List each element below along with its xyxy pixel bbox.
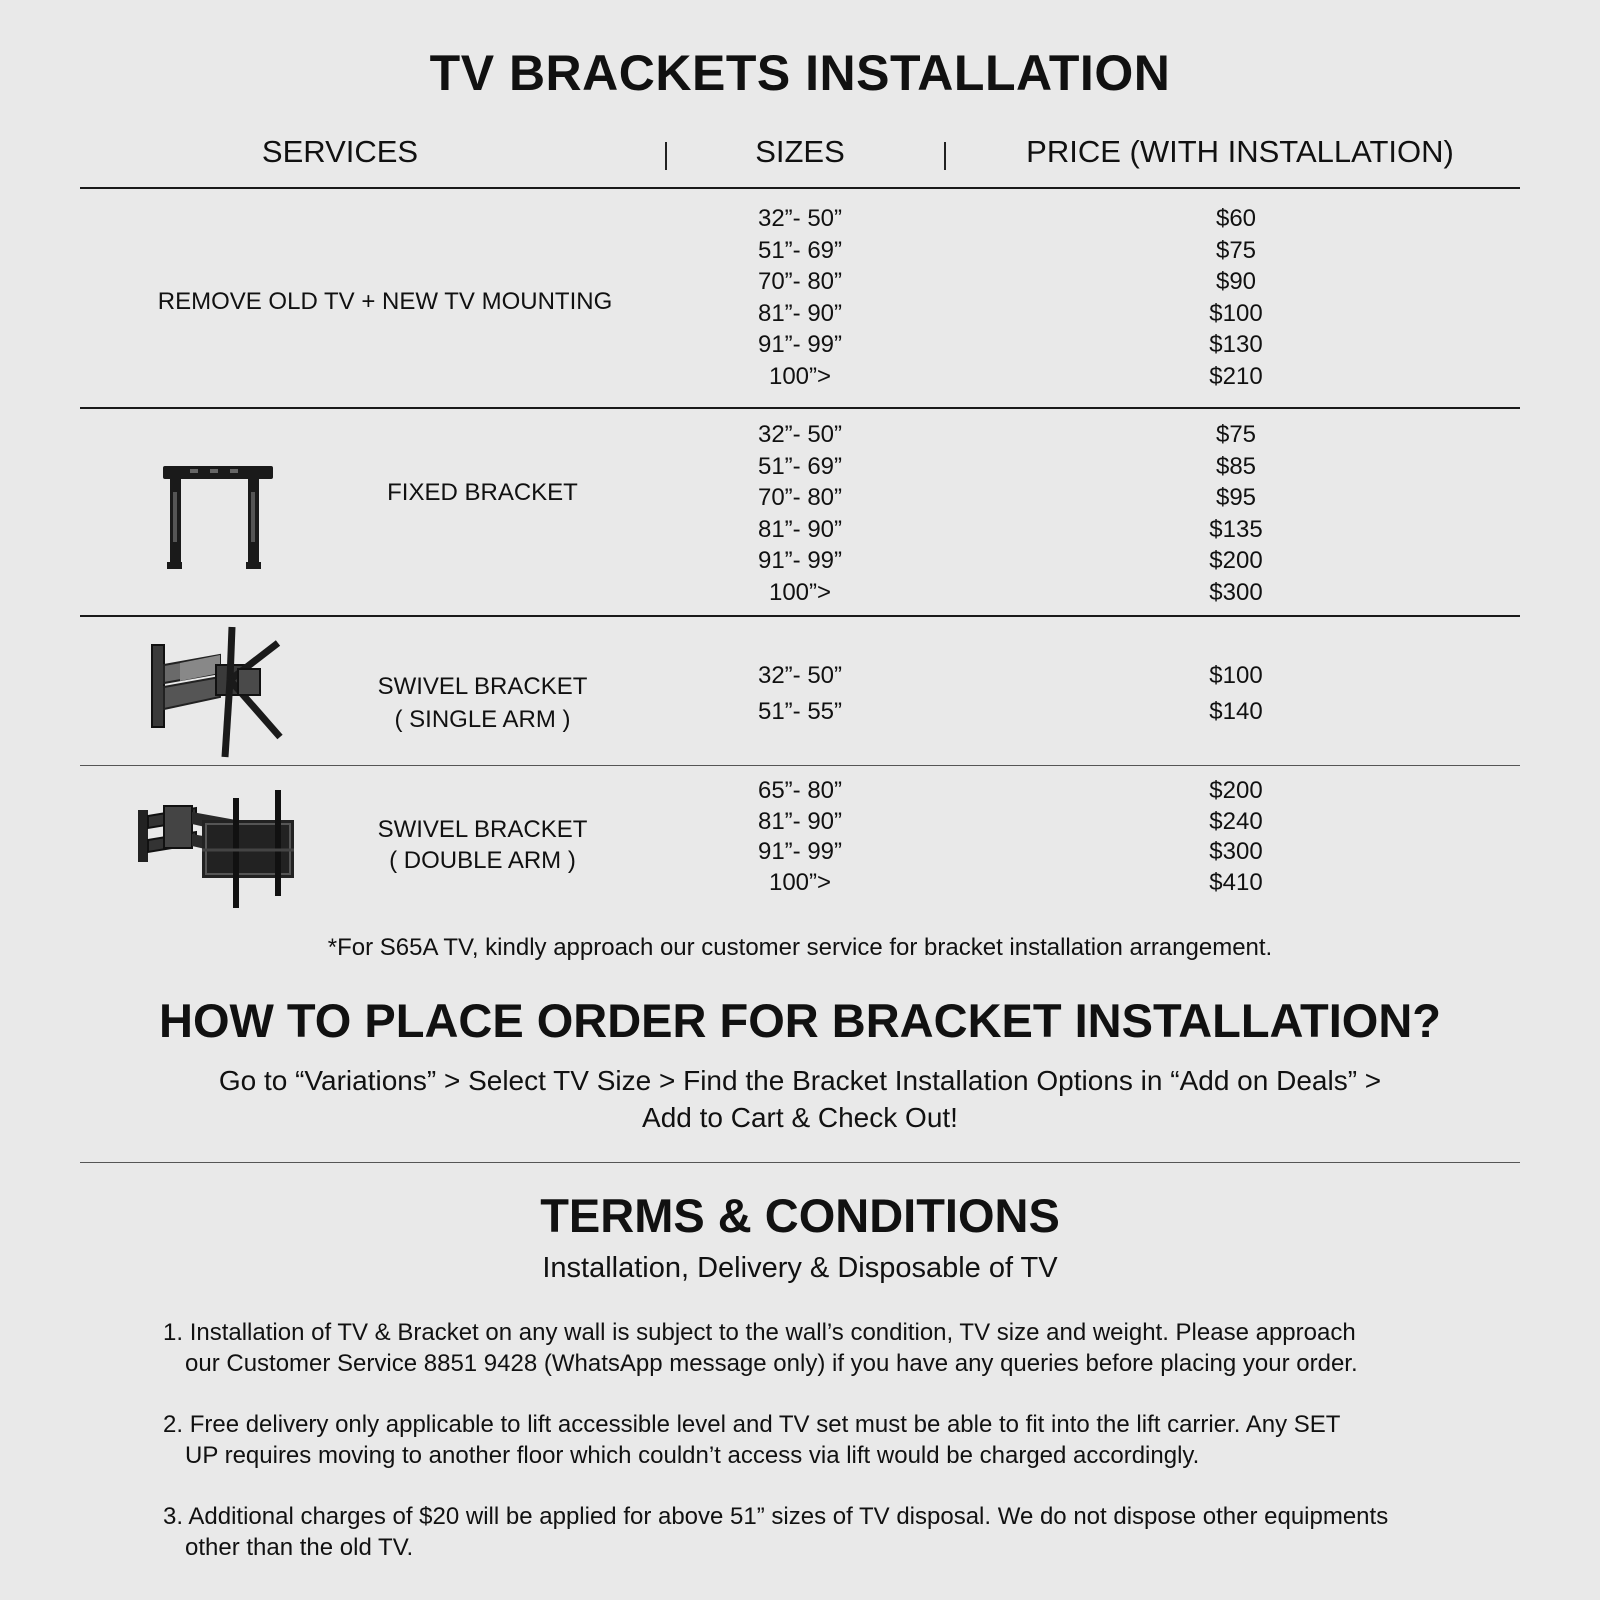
terms-item-number: 1. [163, 1319, 184, 1346]
section-divider [80, 1162, 1520, 1163]
header-divider [80, 187, 1520, 189]
service-name: SWIVEL BRACKET [377, 816, 588, 843]
size-value: 51”- 69” [757, 452, 843, 480]
service-swivel-double [330, 808, 635, 883]
terms-item [163, 1501, 1493, 1563]
row-divider [80, 765, 1520, 766]
prices-list-row3 [1136, 658, 1336, 730]
price-value: $410 [1209, 868, 1263, 896]
size-value: 100”> [768, 362, 832, 390]
single-arm-bracket-icon [150, 625, 285, 763]
sizes-list-row1 [700, 203, 900, 392]
price-value: $130 [1209, 331, 1263, 358]
price-value: $90 [1215, 268, 1257, 295]
column-header-price: PRICE (WITH INSTALLATION) [1026, 134, 1454, 169]
prices-list-row4 [1136, 776, 1336, 898]
price-value: $75 [1215, 236, 1257, 264]
terms-subtitle: Installation, Delivery & Disposable of TV [542, 1252, 1058, 1284]
column-divider [665, 142, 667, 170]
column-divider [944, 142, 946, 170]
price-value: $60 [1215, 205, 1257, 232]
price-value: $300 [1209, 838, 1263, 865]
service-variant: ( SINGLE ARM ) [394, 706, 571, 733]
size-value: 51”- 55” [757, 698, 843, 725]
double-arm-bracket-icon [136, 790, 304, 910]
size-value: 32”- 50” [757, 662, 843, 689]
size-value: 91”- 99” [757, 838, 843, 865]
price-value: $95 [1215, 484, 1257, 511]
service-remove-old-tv: REMOVE OLD TV + NEW TV MOUNTING [157, 288, 613, 315]
price-value: $100 [1209, 299, 1263, 327]
size-value: 51”- 69” [757, 236, 843, 264]
how-to-line: Add to Cart & Check Out! [642, 1102, 958, 1133]
price-value: $75 [1215, 421, 1257, 448]
page-title: TV BRACKETS INSTALLATION [429, 45, 1171, 101]
price-value: $85 [1215, 452, 1257, 480]
row-divider [80, 407, 1520, 409]
size-value: 81”- 90” [757, 299, 843, 327]
price-value: $210 [1209, 362, 1263, 390]
size-value: 91”- 99” [757, 331, 843, 358]
terms-title: TERMS & CONDITIONS [540, 1189, 1060, 1242]
terms-item [163, 1409, 1493, 1471]
sizes-list-row4 [700, 776, 900, 898]
service-name: SWIVEL BRACKET [377, 673, 588, 700]
size-value: 32”- 50” [757, 205, 843, 232]
terms-item-text: our Customer Service 8851 9428 (WhatsApp message only) if you have any queries before placing your order. [185, 1350, 1358, 1377]
terms-item-number: 2. [163, 1411, 184, 1438]
terms-item-text: Installation of TV & Bracket on any wall is subject to the wall’s condition, TV size and weight. Please approach [189, 1319, 1356, 1346]
column-header-services: SERVICES [261, 134, 419, 169]
fixed-bracket-icon [160, 462, 275, 572]
price-value: $140 [1209, 698, 1263, 725]
service-fixed-bracket: FIXED BRACKET [387, 479, 578, 506]
size-value: 70”- 80” [757, 484, 843, 511]
footnote: *For S65A TV, kindly approach our customer service for bracket installation arrangement. [327, 934, 1273, 961]
price-value: $300 [1209, 578, 1263, 606]
prices-list-row2 [1136, 419, 1336, 608]
sizes-list-row2 [700, 419, 900, 608]
how-to-instructions [0, 1062, 1600, 1136]
size-value: 32”- 50” [757, 421, 843, 448]
service-swivel-single [330, 665, 635, 742]
how-to-title: HOW TO PLACE ORDER FOR BRACKET INSTALLATION? [159, 994, 1441, 1047]
price-value: $200 [1209, 547, 1263, 574]
size-value: 81”- 90” [757, 807, 843, 835]
price-value: $135 [1209, 515, 1263, 543]
terms-item-text: other than the old TV. [185, 1534, 414, 1561]
size-value: 81”- 90” [757, 515, 843, 543]
sizes-list-row3 [700, 658, 900, 730]
size-value: 70”- 80” [757, 268, 843, 295]
price-value: $100 [1209, 662, 1263, 689]
terms-item-number: 3. [163, 1503, 184, 1530]
size-value: 100”> [768, 578, 832, 606]
size-value: 91”- 99” [757, 547, 843, 574]
size-value: 65”- 80” [757, 777, 843, 804]
row-divider [80, 615, 1520, 617]
price-value: $240 [1209, 807, 1263, 835]
service-variant: ( DOUBLE ARM ) [389, 847, 576, 874]
terms-item-text: Free delivery only applicable to lift accessible level and TV set must be able to fit into the lift carrier. Any SET [189, 1411, 1341, 1438]
price-value: $200 [1209, 777, 1263, 804]
how-to-line: Go to “Variations” > Select TV Size > Find the Bracket Installation Options in “Add on Deals” > [218, 1065, 1382, 1096]
terms-item-text: UP requires moving to another floor which couldn’t access via lift would be charged accordingly. [185, 1442, 1200, 1469]
terms-item [163, 1317, 1493, 1379]
size-value: 100”> [768, 868, 832, 896]
prices-list-row1 [1136, 203, 1336, 392]
terms-item-text: Additional charges of $20 will be applied for above 51” sizes of TV disposal. We do not dispose other equipments [188, 1503, 1389, 1530]
column-header-sizes: SIZES [755, 134, 845, 169]
